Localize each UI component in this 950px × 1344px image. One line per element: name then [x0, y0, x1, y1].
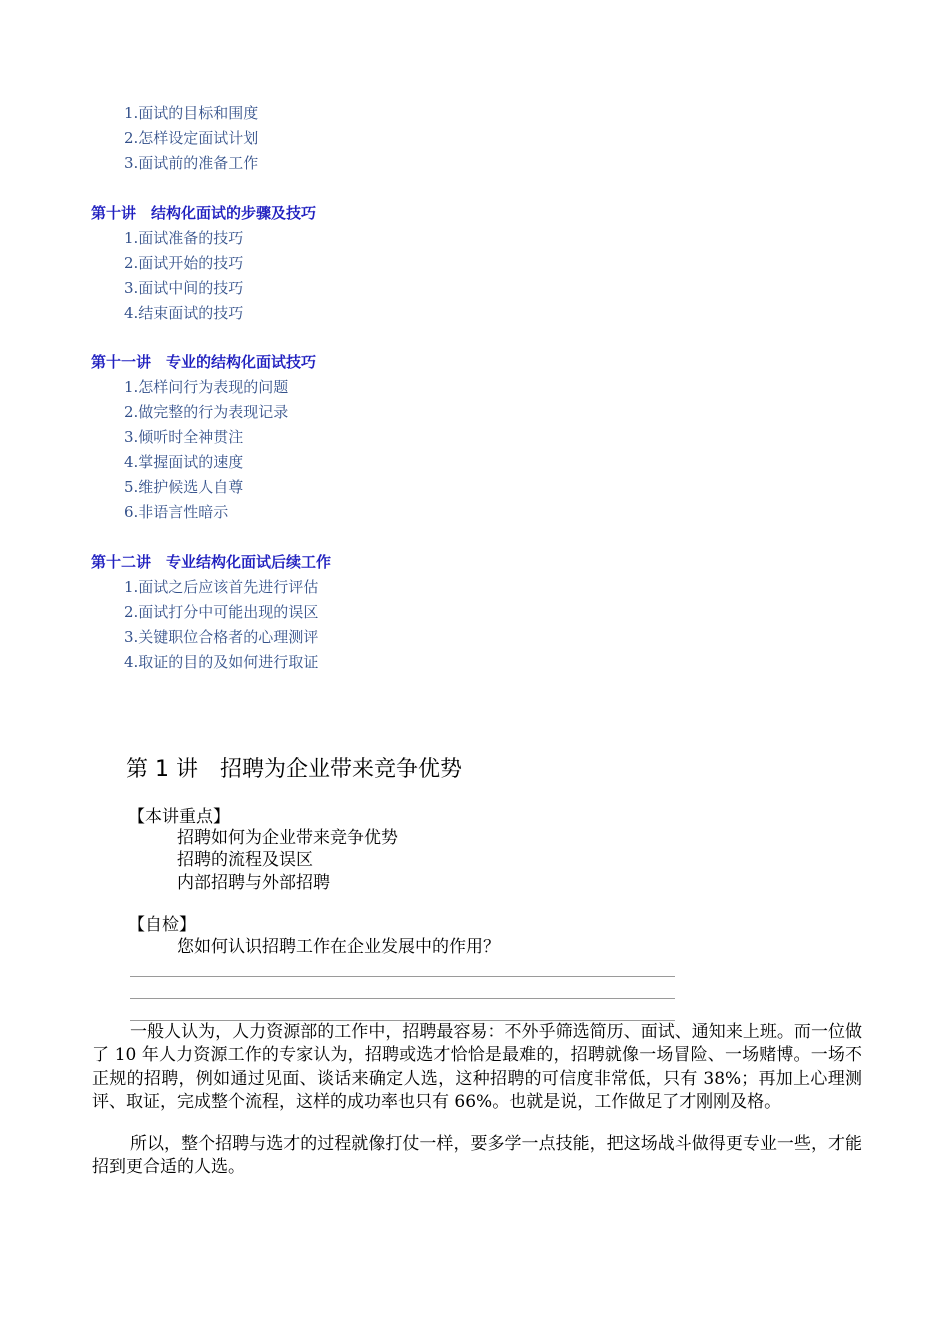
- toc-heading-lecture-10[interactable]: 第十讲 结构化面试的步骤及技巧: [91, 204, 317, 222]
- answer-line: [130, 998, 675, 999]
- toc-item[interactable]: 4.掌握面试的速度: [124, 453, 244, 471]
- toc-item[interactable]: 4.结束面试的技巧: [124, 304, 244, 322]
- toc-item[interactable]: 2.怎样设定面试计划: [124, 129, 259, 147]
- toc-heading-lecture-12[interactable]: 第十二讲 专业结构化面试后续工作: [91, 553, 332, 571]
- toc-item[interactable]: 3.关键职位合格者的心理测评: [124, 628, 319, 646]
- toc-item[interactable]: 4.取证的目的及如何进行取证: [124, 653, 319, 671]
- toc-item[interactable]: 1.面试准备的技巧: [124, 229, 244, 247]
- self-check-question: 您如何认识招聘工作在企业发展中的作用？: [177, 937, 500, 957]
- toc-item[interactable]: 2.面试开始的技巧: [124, 254, 244, 272]
- toc-item[interactable]: 3.倾听时全神贯注: [124, 428, 244, 446]
- toc-item[interactable]: 3.面试中间的技巧: [124, 279, 244, 297]
- toc-item[interactable]: 1.面试之后应该首先进行评估: [124, 578, 319, 596]
- toc-item[interactable]: 3.面试前的准备工作: [124, 154, 259, 172]
- toc-item[interactable]: 2.面试打分中可能出现的误区: [124, 603, 319, 621]
- toc-item[interactable]: 2.做完整的行为表现记录: [124, 403, 289, 421]
- toc-item[interactable]: 5.维护候选人自尊: [124, 478, 244, 496]
- key-points-label: 【本讲重点】: [128, 807, 230, 827]
- toc-heading-lecture-11[interactable]: 第十一讲 专业的结构化面试技巧: [91, 353, 317, 371]
- answer-line: [130, 976, 675, 977]
- paragraph: 一般人认为，人力资源部的工作中，招聘最容易：不外乎筛选简历、面试、通知来上班。而一位做了 10 年人力资源工作的专家认为，招聘或选才恰恰是最难的，招聘就像一场冒险、一场赌博。一场不正规的招聘，例如通过见面、谈话来确定人选，这种招聘的可信度非常低，只有 38%；再加上心理测评、取证，完成整个流程，这样的成功率也只有 66%。也就是说，工作做足了才刚刚及格。: [92, 1022, 862, 1113]
- toc-item[interactable]: 1.怎样问行为表现的问题: [124, 378, 289, 396]
- key-point: 招聘的流程及误区: [177, 850, 313, 870]
- self-check-label: 【自检】: [128, 915, 196, 935]
- lecture-title: 第 1 讲 招聘为企业带来竞争优势: [126, 757, 462, 782]
- toc-item[interactable]: 6.非语言性暗示: [124, 503, 229, 521]
- paragraph: 所以，整个招聘与选才的过程就像打仗一样，要多学一点技能，把这场战斗做得更专业一些，才能招到更合适的人选。: [92, 1134, 862, 1178]
- key-point: 招聘如何为企业带来竞争优势: [177, 828, 398, 848]
- toc-item[interactable]: 1.面试的目标和围度: [124, 104, 259, 122]
- key-point: 内部招聘与外部招聘: [177, 873, 330, 893]
